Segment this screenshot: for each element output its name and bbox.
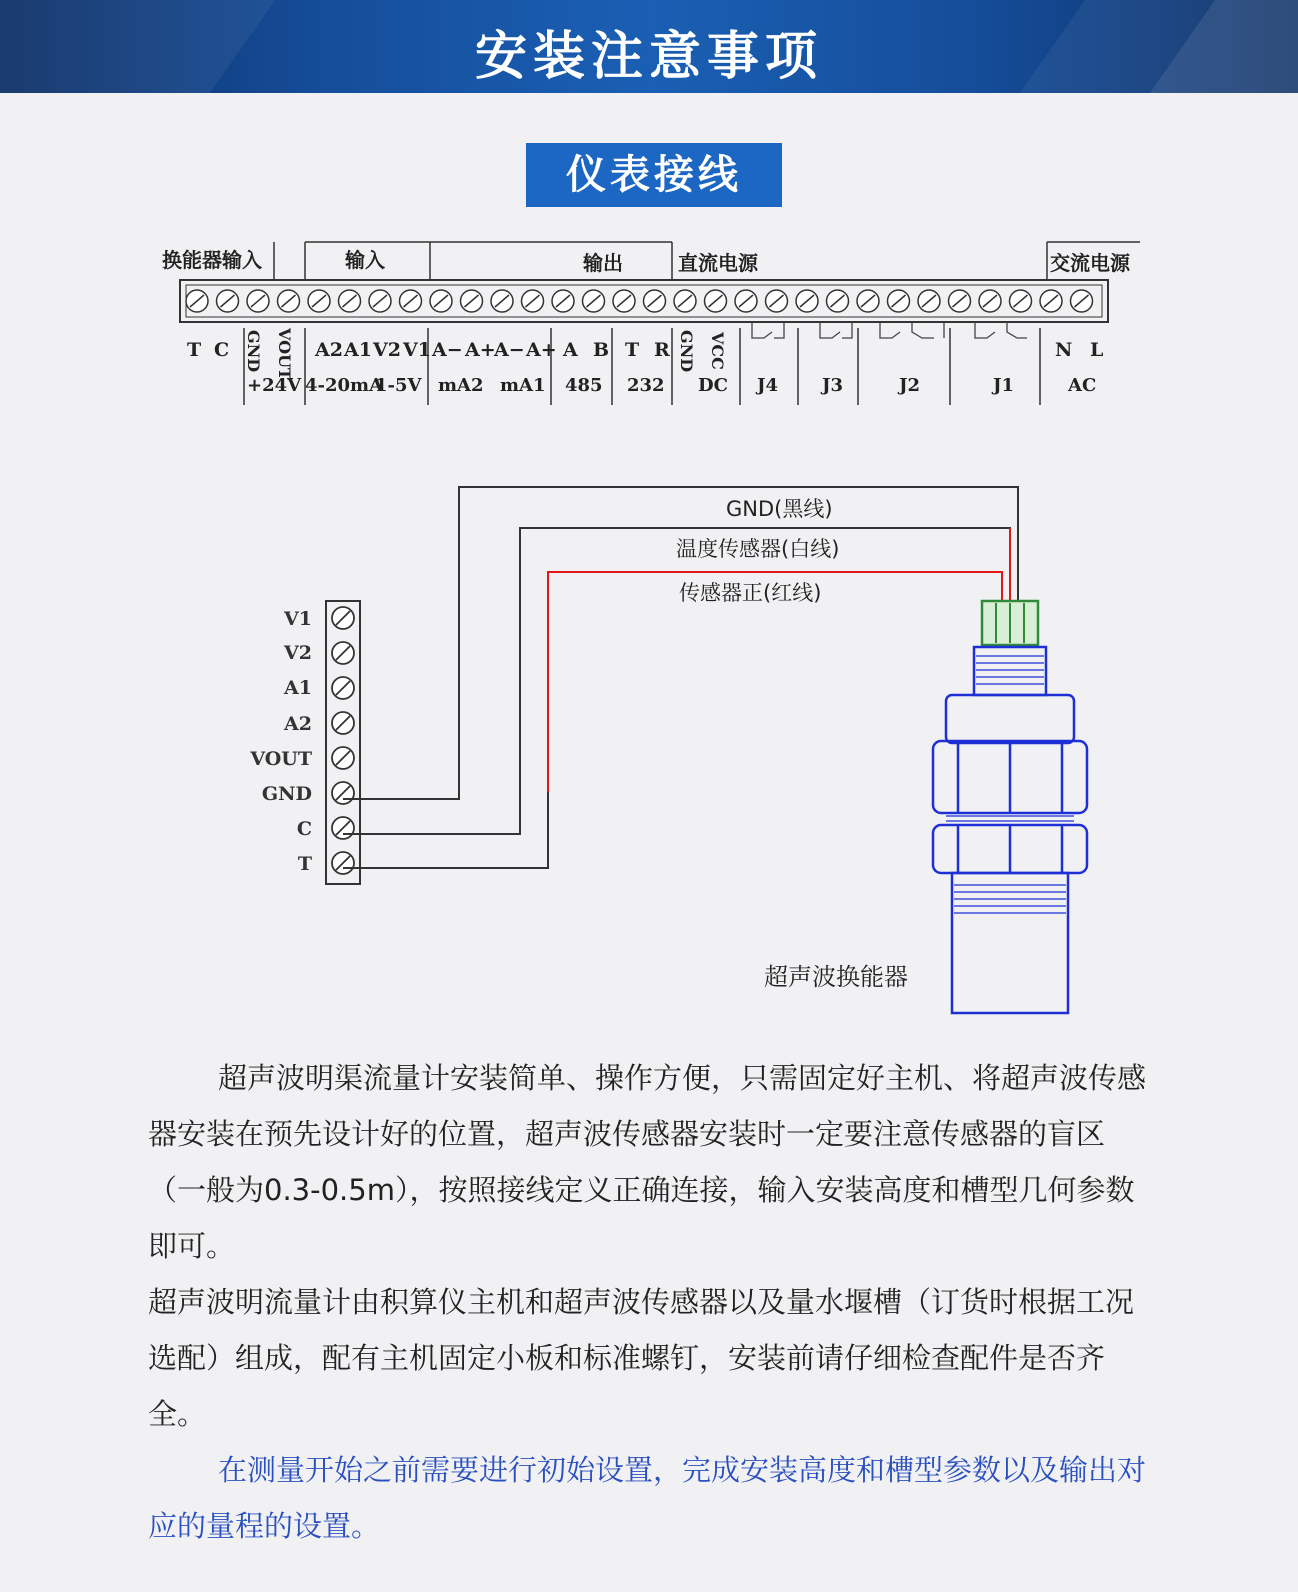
terminal-screws: [186, 290, 1093, 312]
strip-label-T-232: T: [625, 339, 640, 361]
terminal-label-A2: A2: [284, 713, 312, 735]
wire-positive-lower: [343, 792, 548, 868]
strip-sub-j4: J4: [757, 375, 779, 396]
terminal-label-VOUT: VOUT: [250, 748, 312, 770]
ultrasonic-sensor: [933, 601, 1087, 1013]
strip-sub-j2: J2: [899, 375, 921, 396]
terminal-label-T: T: [297, 853, 312, 875]
strip-label-C: C: [214, 339, 230, 361]
strip-sub-j1: J1: [993, 375, 1015, 396]
terminal-label-A1: A1: [284, 677, 312, 699]
wire-temperature: [343, 528, 1010, 834]
strip-label-T: T: [187, 339, 202, 361]
strip-sub-j3: J3: [822, 375, 844, 396]
terminal-label-GND: GND: [261, 783, 312, 805]
strip-sub-1-5v: 1-5V: [375, 375, 422, 396]
strip-label-N: N: [1055, 339, 1073, 361]
group-label-ac: 交流电源: [1050, 251, 1130, 275]
wire-gnd: [343, 487, 1018, 799]
wire-label-temperature: 温度传感器(白线): [676, 537, 840, 561]
strip-label-A-minus-2: A−: [432, 339, 463, 361]
group-label-input: 输入: [345, 248, 385, 272]
strip-label-V1: V1: [403, 339, 431, 361]
strip-label-V2: V2: [373, 339, 401, 361]
strip-label-A-plus-1: A+: [526, 339, 557, 361]
group-label-output: 输出: [583, 251, 623, 275]
wire-label-gnd: GND(黑线): [726, 497, 833, 521]
strip-label-VOUT: VOUT: [275, 328, 294, 380]
strip-label-A: A: [563, 339, 578, 361]
strip-label-GND-dc: GND: [677, 330, 696, 373]
strip-label-A-plus-2: A+: [465, 339, 496, 361]
description-text: [148, 1050, 1148, 1554]
group-label-transducer: 换能器输入: [162, 248, 262, 272]
strip-sub-24v: +24V: [247, 375, 302, 396]
strip-label-A1: A1: [344, 339, 372, 361]
page-title: 安装注意事项: [474, 27, 823, 87]
paragraph-installation: 超声波明渠流量计安装简单、操作方便，只需固定好主机、将超声波传感器安装在预先设计好的位置，超声波传感器安装时一定要注意传感器的盲区（一般为0.3-0.5m），按照接线定义正确连接，输入安装高度和槽型几何参数即可。: [148, 1061, 1147, 1263]
terminal-label-V1: V1: [284, 608, 312, 630]
strip-sub-ac: AC: [1068, 375, 1097, 396]
strip-sub-dc: DC: [698, 375, 728, 396]
strip-label-L: L: [1090, 339, 1104, 361]
paragraph-setup-note: 在测量开始之前需要进行初始设置，完成安装高度和槽型参数以及输出对应的量程的设置。: [148, 1453, 1147, 1543]
strip-sub-ma2: mA2: [438, 375, 484, 396]
strip-sub-232: 232: [627, 375, 665, 396]
relay-symbols: [752, 322, 1027, 338]
strip-label-VCC: VCC: [708, 332, 727, 370]
strip-sub-485: 485: [565, 375, 603, 396]
terminal-label-V2: V2: [284, 642, 312, 664]
wire-label-positive: 传感器正(红线): [679, 581, 822, 605]
strip-label-B: B: [593, 339, 610, 361]
strip-label-R: R: [654, 339, 670, 361]
group-label-dc: 直流电源: [678, 251, 758, 275]
strip-label-A2: A2: [315, 339, 343, 361]
paragraph-components: 超声波明流量计由积算仪主机和超声波传感器以及量水堰槽（订货时根据工况选配）组成，配有主机固定小板和标准螺钉，安装前请仔细检查配件是否齐全。: [148, 1285, 1135, 1431]
sensor-label: 超声波换能器: [764, 963, 908, 991]
strip-sub-ma1: mA1: [500, 375, 546, 396]
terminal-label-C: C: [296, 818, 312, 840]
section-title: 仪表接线: [526, 143, 782, 207]
strip-label-GND: GND: [244, 330, 263, 373]
strip-sub-4-20ma: 4-20mA: [305, 375, 384, 396]
strip-label-A-minus-1: A−: [494, 339, 525, 361]
